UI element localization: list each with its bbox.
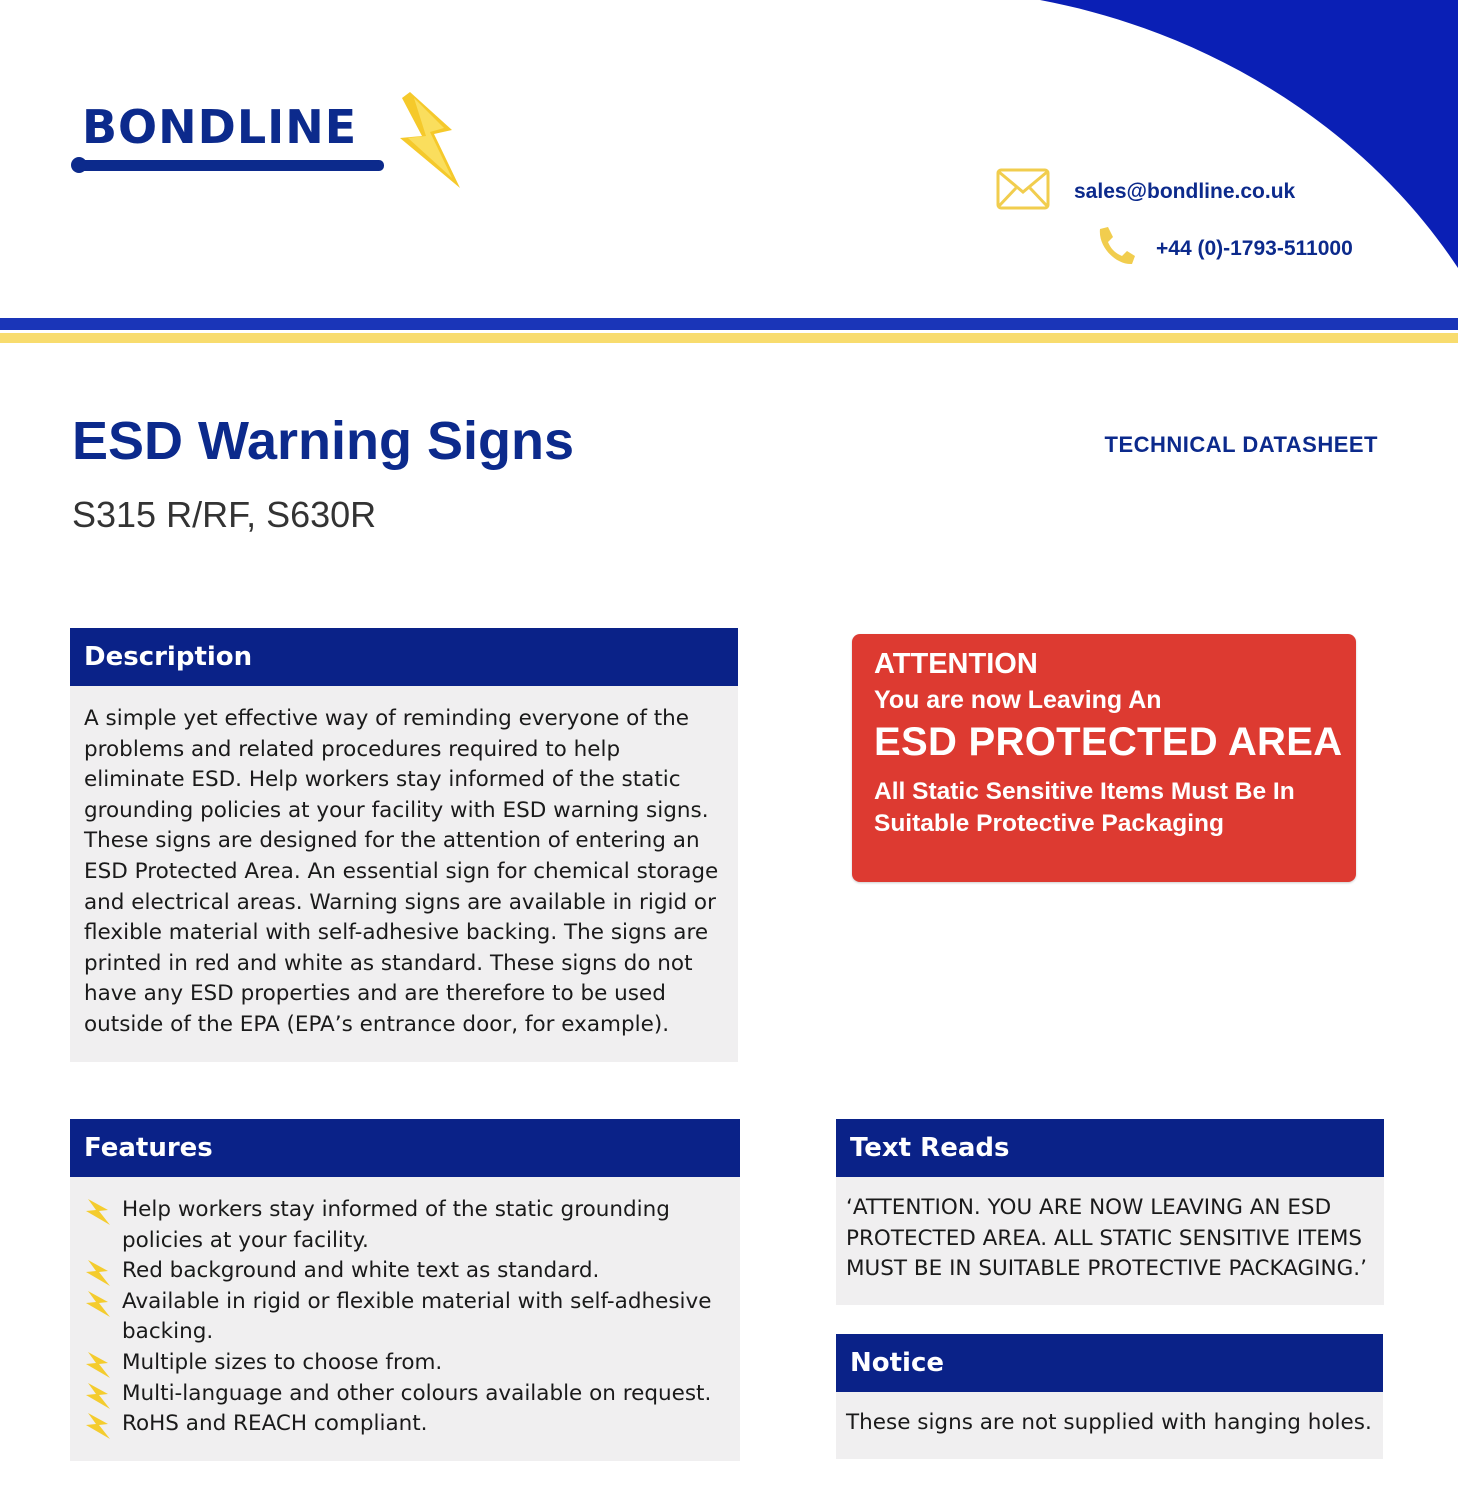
phone-contact[interactable] [1094,225,1353,272]
envelope-icon [996,168,1050,215]
description-heading: Description [70,628,738,686]
sign-line-packaging: All Static Sensitive Items Must Be In Suitable Protective Packaging [874,778,1295,837]
esd-sign-image [852,634,1356,882]
lightning-bolt-icon [84,1289,112,1329]
description-panel [70,628,738,1062]
notice-heading: Notice [836,1334,1383,1392]
description-text: A simple yet effective way of reminding everyone of the problems and related procedures required to help eliminate ESD. Help workers stay informed of the static grounding policies at your facility with ESD warning signs. These signs are designed for the attention of entering an ESD Protected Area. An essential sign for chemical storage and electrical areas. Warning signs are available in rigid or flexible material with self-adhesive backing. The signs are printed in red and white as standard. These signs do not have any ESD properties and are therefore to be used outside of the EPA (EPA’s entrance door, for example). [84,706,719,1037]
list-item: Multi-language and other colours available on request. [84,1379,726,1410]
list-item: Available in rigid or flexible material with self-adhesive backing. [84,1287,726,1348]
logo-underline [70,152,390,182]
header-stripe-yellow [0,333,1458,343]
notice-text: These signs are not supplied with hanging holes. [846,1410,1372,1435]
phone-number[interactable]: +44 (0)-1793-511000 [1156,236,1353,260]
text-reads-panel [836,1119,1384,1305]
list-item: Red background and white text as standard. [84,1256,726,1287]
header-stripe-blue [0,318,1458,330]
features-list [84,1195,726,1440]
text-reads-heading: Text Reads [836,1119,1384,1177]
list-item: RoHS and REACH compliant. [84,1409,726,1440]
bondline-logo [70,90,470,200]
sign-line-leaving: You are now Leaving An [874,686,1162,714]
features-heading: Features [70,1119,740,1177]
lightning-bolt-icon [84,1411,112,1451]
text-reads-text: ‘ATTENTION. YOU ARE NOW LEAVING AN ESD PROTECTED AREA. ALL STATIC SENSITIVE ITEMS MUST BE IN SUITABLE PROTECTIVE PACKAGING.’ [846,1195,1367,1282]
logo-text: BONDLINE [82,100,358,154]
lightning-bolt-logo-icon [392,90,472,195]
page-title: ESD Warning Signs [72,411,575,471]
features-panel [70,1119,740,1461]
list-item: Help workers stay informed of the static grounding policies at your facility. [84,1195,726,1256]
email-contact[interactable] [996,168,1295,215]
lightning-bolt-icon [84,1197,112,1237]
email-link[interactable]: sales@bondline.co.uk [1074,179,1296,203]
phone-icon [1094,225,1136,272]
product-codes: S315 R/RF, S630R [72,494,377,535]
list-item: Multiple sizes to choose from. [84,1348,726,1379]
sign-line-attention: ATTENTION [874,648,1038,680]
sign-line-esd-area: ESD PROTECTED AREA [874,720,1343,764]
document-type-label: TECHNICAL DATASHEET [1104,432,1378,457]
notice-panel [836,1334,1383,1459]
